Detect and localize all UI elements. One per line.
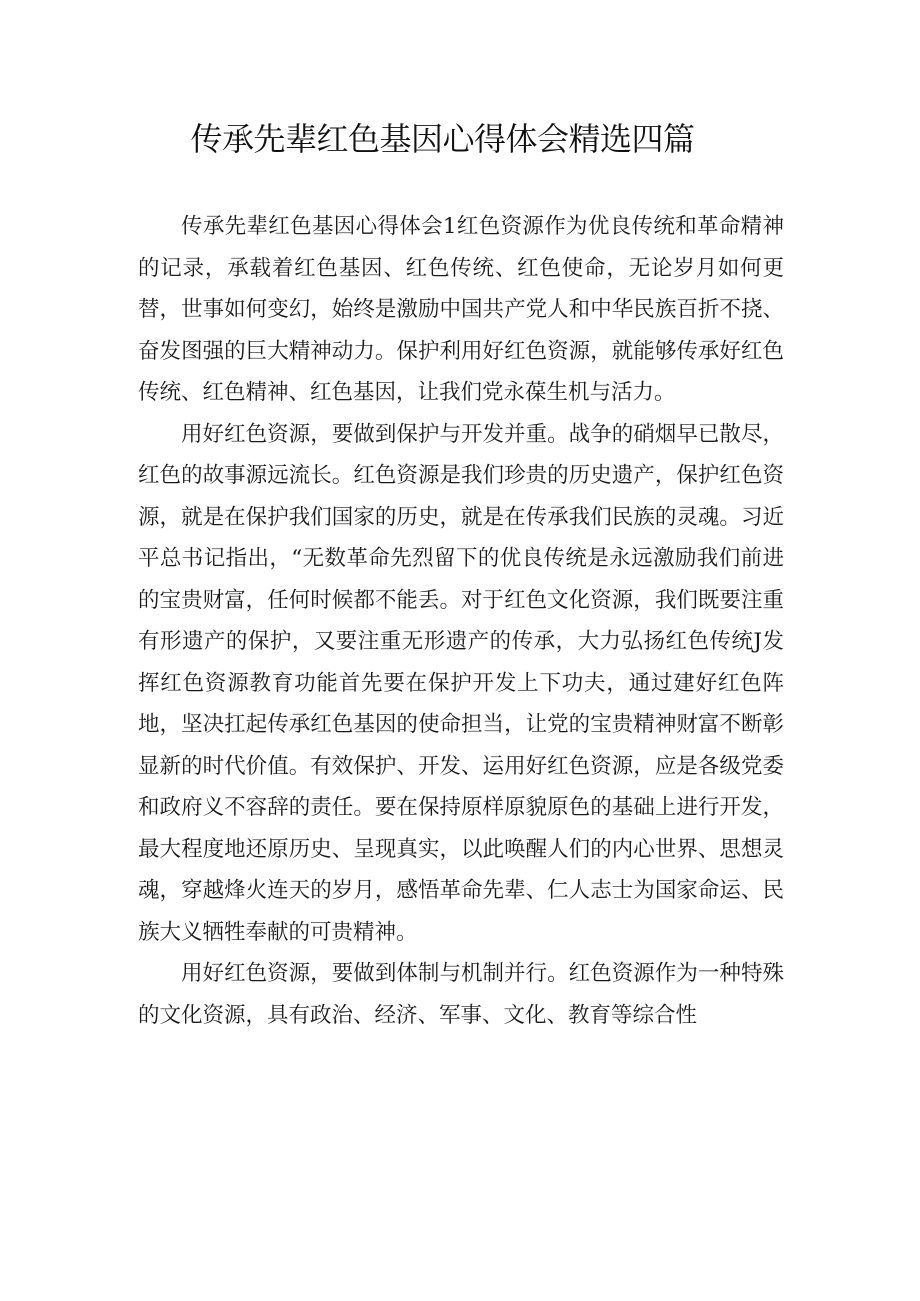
paragraph-3: 用好红色资源，要做到体制与机制并行。红色资源作为一种特殊的文化资源，具有政治、经济、军事、文化、教育等综合性 — [138, 961, 784, 1028]
paragraph-1: 传承先辈红色基因心得体会1红色资源作为优良传统和革命精神的记录，承载着红色基因、红色传统、红色使命，无论岁月如何更替，世事如何变幻，始终是激励中国共产党人和中华民族百折不挠、奋发图强的巨大精神动力。保护利用好红色资源，就能够传承好红色传统、红色精神、红色基因，让我们党永葆生机与活力。 — [138, 214, 784, 405]
document-title: 传承先辈红色基因心得体会精选四篇 — [190, 120, 695, 158]
paragraph-2: 用好红色资源，要做到保护与开发并重。战争的硝烟早已散尽，红色的故事源远流长。红色资源是我们珍贵的历史遗产，保护红色资源，就是在保护我们国家的历史，就是在传承我们民族的灵魂。习近平总书记指出，“无数革命先烈留下的优良传统是永远激励我们前进的宝贵财富，任何时候都不能丢。对于红色文化资源，我们既要注重有形遗产的保护，又要注重无形遗产的传承，大力弘扬红色传统J发挥红色资源教育功能首先要在保护开发上下功夫，通过建好红色阵地，坚决扛起传承红色基因的使命担当，让党的宝贵精神财富不断彰显新的时代价值。有效保护、开发、运用好红色资源，应是各级党委和政府义不容辞的责任。要在保持原样原貌原色的基础上进行开发，最大程度地还原历史、呈现真实，以此唤醒人们的内心世界、思想灵魂，穿越烽火连天的岁月，感悟革命先辈、仁人志士为国家命运、民族大义牺牲奉献的可贵精神。 — [138, 421, 784, 945]
document-body — [138, 206, 784, 1036]
